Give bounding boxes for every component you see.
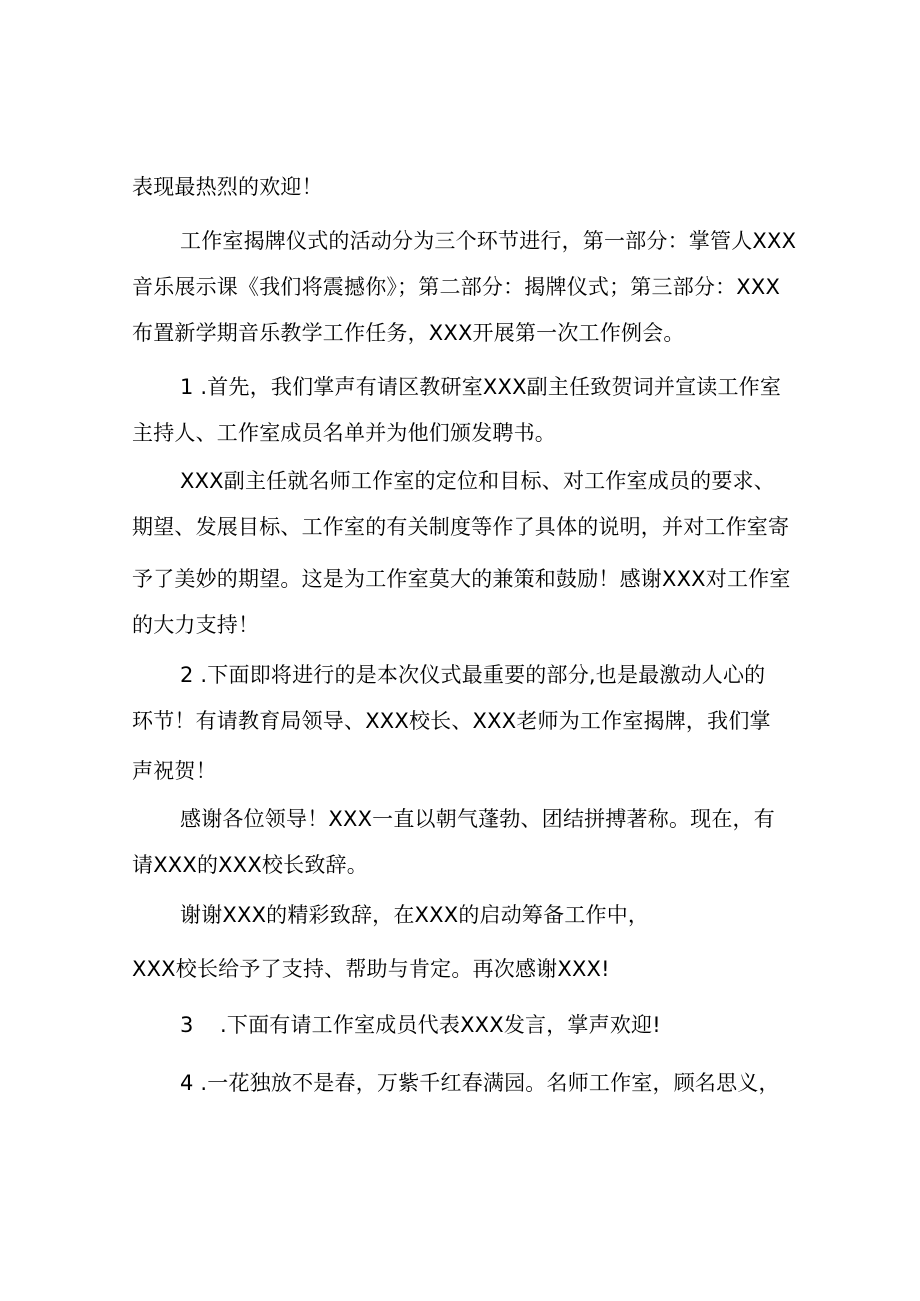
text-line: 感谢各位领导！XXX一直以朝气蓬勃、团结拼搏著称。现在，有 [180,807,775,831]
text-line: 环节！有请教育局领导、XXX校长、XXX老师为工作室揭牌，我们掌 [132,709,771,733]
text-line: 1 .首先，我们掌声有请区教研室XXX副主任致贺词并宣读工作室 [180,375,782,399]
item-number: 3 [180,1013,194,1037]
text-line: 声祝贺！ [132,759,217,783]
text-line: XXX副主任就名师工作室的定位和目标、对工作室成员的要求、 [180,469,775,493]
text-line: 4 .一花独放不是春，万紫千红春满园。名师工作室，顾名思义， [180,1071,780,1095]
text-line: 工作室揭牌仪式的活动分为三个环节进行，第一部分：掌管人XXX [180,229,797,253]
text-line: 期望、发展目标、工作室的有关制度等作了具体的说明，并对工作室寄 [132,515,790,539]
text-line: 主持人、工作室成员名单并为他们颁发聘书。 [132,421,556,445]
text-line: 音乐展示课《我们将震撼你》；第二部分：揭牌仪式；第三部分：XXX [132,275,781,299]
text-line: 予了美妙的期望。这是为工作室莫大的兼策和鼓励！感谢XXX对工作室 [132,567,791,591]
text-line: 布置新学期音乐教学工作任务，XXX开展第一次工作例会。 [132,321,685,345]
text-line: 表现最热烈的欢迎！ [132,175,323,199]
text-line: 的大力支持！ [132,613,260,637]
text-line: 请XXX的XXX校长致辞。 [132,853,368,877]
text-line: 谢谢XXX的精彩致辞，在XXX的启动筹备工作中， [180,903,650,927]
text-line-item-3 [180,1010,860,1040]
text-line: XXX校长给予了支持、帮助与肯定。再次感谢XXX! [132,957,610,981]
item-text: .下面有请工作室成员代表XXX发言，掌声欢迎! [220,1013,661,1037]
text-line: 2 .下面即将进行的是本次仪式最重要的部分,也是最激动人心的 [180,663,766,687]
